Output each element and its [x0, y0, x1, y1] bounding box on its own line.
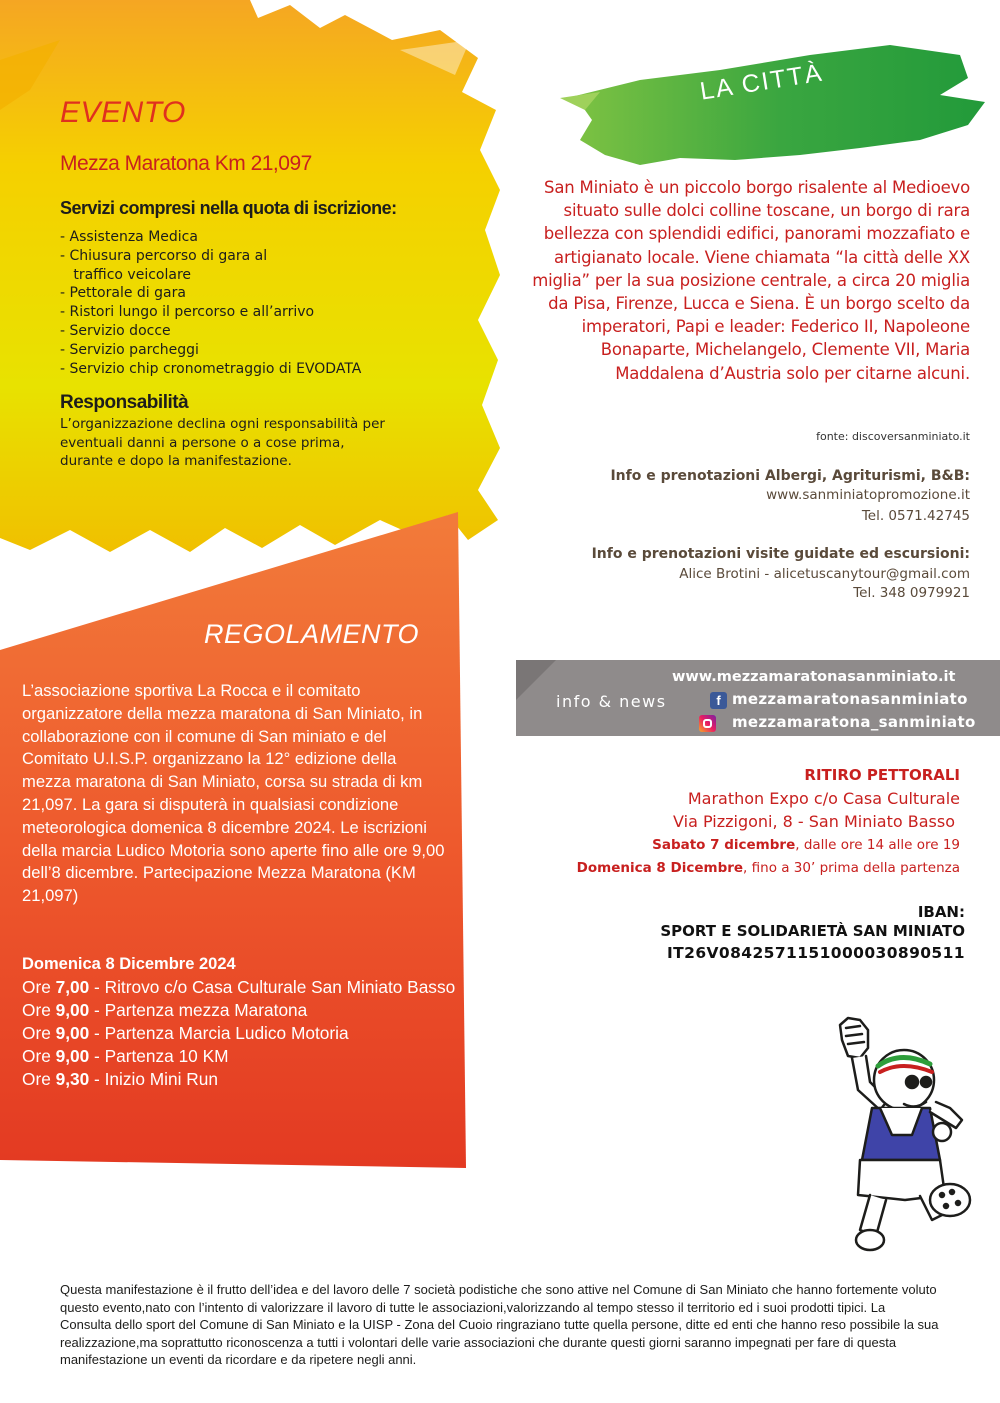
ritiro-sunday: Domenica 8 Dicembre, fino a 30’ prima della partenza — [576, 860, 960, 876]
iban-label: IBAN: — [917, 903, 965, 921]
regolamento-date: Domenica 8 Dicembre 2024 — [22, 955, 236, 973]
list-item: - Assistenza Medica — [60, 229, 198, 245]
ritiro-saturday: Sabato 7 dicembre, dalle ore 14 alle ore 19 — [652, 837, 960, 853]
facebook-link[interactable]: mezzamaratonasanminiato — [732, 690, 968, 708]
list-item: traffico veicolare — [60, 266, 192, 283]
servizi-title: Servizi compresi nella quota di iscrizione: — [60, 198, 397, 218]
responsabilita-text: L’organizzazione declina ogni responsabilità per eventuali danni a persone o a cose prima, durante e dopo la manifestazione. — [60, 416, 385, 469]
instagram-icon[interactable] — [699, 715, 716, 732]
footer-text: Questa manifestazione è il frutto dell’idea e del lavoro delle 7 società podistiche che sono attive nel Comune di San Miniato che hanno fortemente voluto questo evento,nato con l’intento di valorizzare il lavoro di tutte le associazioni,valorizzando al tempo stesso il territorio ed i suoi prodotti tipici. La Consulta dello sport del Comune di San Miniato e la UISP - Zona del Cuoio ringraziano tutte quella persone, ditte ed enti che hanno reso possibile la sua realizzazione,ma soprattutto riconoscenza a tutti i volontari delle varie associazioni che durante questi giorni saranno impegnati per fare di questa manifestazione un eventi da ricordare e da ripetere negli anni. — [60, 1282, 939, 1367]
visite-contact[interactable]: Alice Brotini - alicetuscanytour@gmail.com — [679, 566, 970, 582]
facebook-icon[interactable]: f — [710, 692, 727, 709]
list-item: - Ristori lungo il percorso e all’arrivo — [60, 304, 315, 321]
visite-phone: Tel. 348 0979921 — [853, 585, 970, 601]
ritiro-place: Marathon Expo c/o Casa Culturale — [687, 789, 960, 808]
runner-mascot — [840, 1018, 970, 1250]
schedule-item: Ore 9,00 - Partenza Marcia Ludico Motoria — [22, 1023, 349, 1043]
schedule-item: Ore 9,30 - Inizio Mini Run — [22, 1069, 218, 1089]
news-website-link[interactable]: www.mezzamaratonasanminiato.it — [672, 669, 956, 685]
schedule-list — [22, 976, 462, 1091]
evento-title: EVENTO — [60, 96, 186, 129]
regolamento-text: L’associazione sportiva La Rocca e il comitato organizzatore della mezza maratona di San Miniato, in collaborazione con il comune di San miniato e del Comitato U.I.S.P. organizzano la 12° edizione della mezza maratona di San Miniato, corsa su strada di km 21,097. La gara si disputerà in qualsiasi condizione meteorologica domenica 8 dicembre 2024. Le iscrizioni della marcia Ludico Motoria sono aperte fino alle ore 9,00 dell’8 dicembre. Partecipazione Mezza Maratona (KM 21,097) — [22, 681, 445, 906]
ritiro-address: Via Pizzigoni, 8 - San Miniato Basso — [673, 812, 955, 831]
list-item: - Servizio chip cronometraggio di EVODATA — [60, 360, 362, 377]
alberghi-phone: Tel. 0571.42745 — [861, 508, 970, 524]
list-item: - Chiusura percorso di gara al — [60, 247, 268, 264]
iban-code: IT26V0842571151000030890511 — [667, 944, 965, 962]
info-news-label: info & news — [556, 692, 667, 711]
responsabilita-title: Responsabilità — [60, 392, 189, 413]
servizi-list — [60, 228, 361, 378]
alberghi-title: Info e prenotazioni Albergi, Agriturismi, B&B: — [610, 468, 970, 484]
citta-title: LA CITTÀ — [698, 58, 826, 106]
evento-subtitle: Mezza Maratona Km 21,097 — [60, 152, 312, 175]
list-item: - Servizio parcheggi — [60, 341, 199, 358]
list-item: - Servizio docce — [60, 322, 171, 339]
iban-beneficiary: SPORT E SOLIDARIETÀ SAN MINIATO — [660, 922, 965, 940]
visite-title: Info e prenotazioni visite guidate ed escursioni: — [591, 546, 970, 562]
ritiro-title: RITIRO PETTORALI — [804, 766, 960, 784]
schedule-item: Ore 7,00 - Ritrovo c/o Casa Culturale San Miniato Basso — [22, 977, 456, 997]
citta-text: San Miniato è un piccolo borgo risalente al Medioevo situato sulle dolci colline toscane, un borgo di rara bellezza con splendidi edifici, panorami mozzafiato e artigianato locale. Viene chiamata “la città delle XX miglia” per la sua posizione centrale, a circa 20 miglia da Pisa, Firenze, Lucca e Siena. È un borgo scelto da imperatori, Papi e leader: Federico II, Napoleone Bonaparte, Michelangelo, Clemente VII, Maria Maddalena d’Austria solo per citarne alcuni. — [532, 178, 970, 383]
regolamento-title: REGOLAMENTO — [204, 619, 420, 649]
schedule-item: Ore 9,00 - Partenza mezza Maratona — [22, 1000, 308, 1020]
citta-source: fonte: discoversanminiato.it — [816, 430, 970, 443]
green-brush-stroke — [575, 45, 985, 165]
instagram-link[interactable]: mezzamaratona_sanminiato — [732, 713, 976, 731]
schedule-item: Ore 9,00 - Partenza 10 KM — [22, 1046, 229, 1066]
list-item: - Pettorale di gara — [60, 285, 186, 302]
alberghi-website-link[interactable]: www.sanminiatopromozione.it — [766, 487, 970, 503]
